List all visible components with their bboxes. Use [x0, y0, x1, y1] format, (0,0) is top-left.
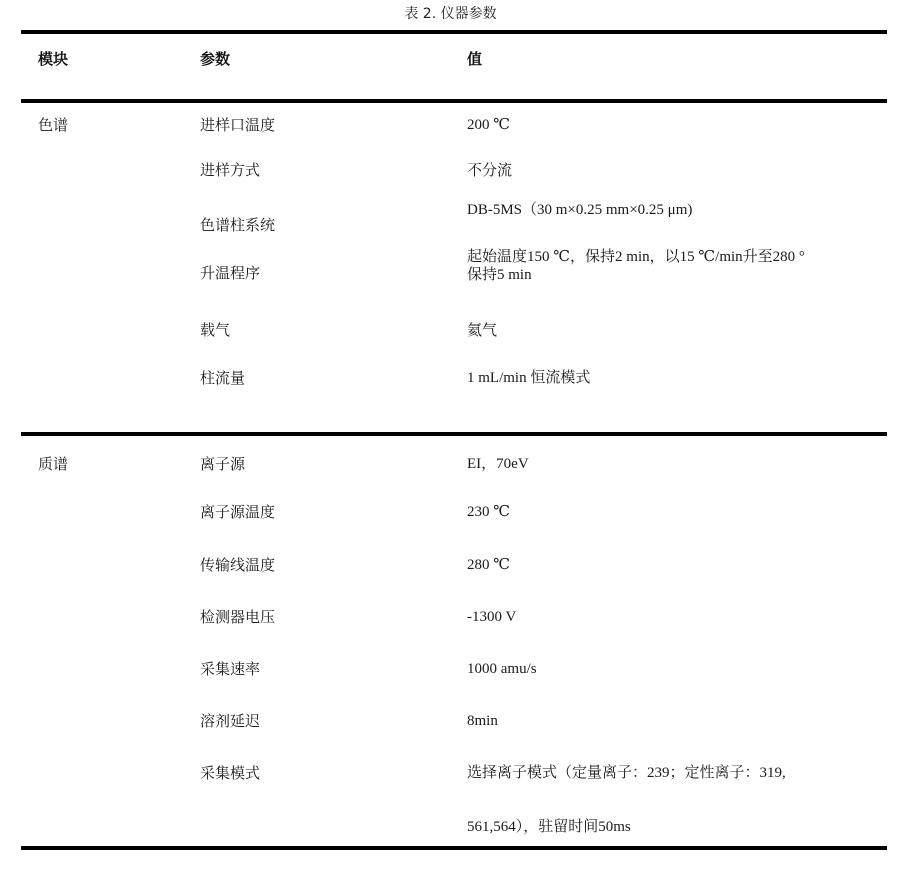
param-value: EI，70eV [467, 456, 529, 472]
param-label: 传输线温度 [200, 556, 276, 574]
param-label: 载气 [200, 321, 231, 339]
param-label: 升温程序 [200, 264, 261, 282]
param-value: DB-5MS（30 m×0.25 mm×0.25 μm) [467, 202, 693, 218]
param-value: 1 mL/min 恒流模式 [467, 370, 591, 386]
param-label: 色谱柱系统 [200, 216, 276, 234]
param-value: 200 ℃ [467, 117, 511, 133]
param-label: 溶剂延迟 [200, 712, 261, 730]
param-label: 采集模式 [200, 764, 261, 782]
group-module-mass-spec: 质谱 [38, 455, 69, 473]
param-label: 柱流量 [200, 369, 246, 387]
table-caption: 表 2. 仪器参数 [404, 6, 497, 22]
header-rule [21, 99, 887, 103]
param-value: 1000 amu/s [467, 661, 537, 677]
param-value: 氦气 [467, 321, 498, 339]
param-value-line2: 保持5 min [467, 267, 532, 283]
header-value: 值 [467, 50, 483, 68]
param-value: 8min [467, 713, 498, 729]
param-label: 检测器电压 [200, 608, 276, 626]
group-module-chromatography: 色谱 [38, 116, 69, 134]
param-label: 采集速率 [200, 660, 261, 678]
param-value: 不分流 [467, 161, 513, 179]
param-value: 230 ℃ [467, 504, 511, 520]
table-top-rule [21, 30, 887, 34]
param-value-line2: 561,564），驻留时间50ms [467, 819, 631, 835]
param-label: 进样方式 [200, 161, 261, 179]
header-param: 参数 [200, 50, 231, 68]
param-label: 离子源 [200, 455, 246, 473]
group-divider-rule [21, 432, 887, 436]
header-module: 模块 [38, 50, 69, 68]
param-label: 离子源温度 [200, 503, 276, 521]
param-value-line1: 选择离子模式（定量离子：239；定性离子：319, [467, 765, 786, 781]
param-value-line1: 起始温度150 ℃，保持2 min，以15 ℃/min升至280 ° [467, 249, 805, 265]
table-bottom-rule [21, 846, 887, 850]
param-label: 进样口温度 [200, 116, 276, 134]
param-value: 280 ℃ [467, 557, 511, 573]
param-value: -1300 V [467, 609, 517, 625]
